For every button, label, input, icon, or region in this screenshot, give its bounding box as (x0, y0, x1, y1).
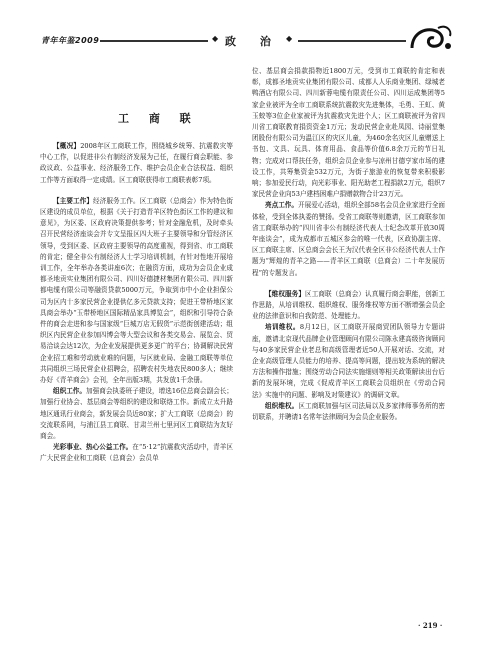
book-title: 青年年鉴2009 (41, 36, 100, 45)
page-header (0, 0, 480, 54)
paragraph: 光彩事业、热心公益工作。在“5·12”抗震救灾活动中，青羊区广大民营企业和工商联（总商会）会员单 (40, 443, 233, 463)
paragraph: 亮点工作。开展爱心活动，组织全部58名会员企业家进行全面体检，受到全体执委的赞扬。受省工商联等则邀请，区工商联参加省工商联举办的“四川省非公有制经济代表人士纪念改革开放30周年座谈会”，成为成都市五城区参会的唯一代表，区政协副主席、区工商联主席、区总商会会长王为汉代表全区非公经济代表人士作题为“辉煌的青羊之路——青羊区工商联（总商会）二十年发展历程”的专题发言。 (252, 201, 446, 277)
diamond-icon: ◆ (212, 34, 219, 43)
paragraph: 【概况】2008年区工商联工作，围绕城乡统筹、抗震救灾等中心工作，以促进非公有制经济发展为己任，在履行商会职能、参政议政、公益事业、经济服务工作、维护会员企业合法权益、组织工作等方面取得一定成绩。区工商联获得市工商联表彰7项。 (40, 142, 233, 184)
decorative-swirl-icon (408, 22, 454, 52)
paragraph: 组织工作。加强商会执委班子建设，增选16位总商会副会长；加强行业协会、基层商会等组织的建设和联络工作。新成立太升路地区通讯行业商会，新发展会员近80家；扩大工商联（总商会）的交流联系网，与浦江县工商联、甘肃兰州七里河区工商联结为友好商会。 (40, 387, 234, 441)
paragraph: 【主要工作】经济服务工作。区工商联（总商会）作为特色街区建设的成员单位，根据《关于打造青羊区特色街区工作的建议和意见》，为区委、区政府决策提供参考；针对金融危机，及时牵头召开民营经济座谈会并专文呈报区四大班子主要领导和分管经济区领导，受到区委、区政府主要领导的高度重视，得到省、市工商联的肯定；健全非公有制经济人士学习培训机制，有针对性地开展培训工作，全年举办各类讲座6次；在融资方面，成功为会员企业成都圣地贡实业集团有限公司、四川好德捷材集团有限公司、四川新都电缆有限公司等融资贷款5000万元，争取到市中小企业担保公司为区内十多家民营企业提供亿多元贷款支持；促进王带桥地区家具商会举办“玉带桥地区国际精品家具博览会”，组织和引导符合条件的商会走进和参与国家级“巨城万店无假货”示范街创建活动；组织区内民营企业参加四博会等大型会议和各类交易会、展览会、贸易洽谈会达12次，为企业发展提供更多更广的平台；协调解决民营企业招工难和劳动就业难的问题，与区就业局、金融工商联等单位共同组织三场民营企业招聘会，招聘农村失地农民800多人；继续办好《青羊商会》会刊，全年出版3期，共发放1千余册。 (40, 196, 234, 385)
paragraph: 组织维权。区工商联加强与区司法局以及多家律师事务所的密切联系，并聘请1名常年法律顾问为会员企业服务。 (252, 401, 446, 422)
paragraph: 位、基层商会捐款捐物近1800万元，受到市工商联的肯定和表彰，成都圣地贡实业集团有限公司、成都人人乐商业集团、绿城老鸭酒店有限公司、四川新蓉电缆有限责任公司、四川运成集团等5家企业被评为全市工商联系统抗震救灾先进集体，毛勇、王虹、黄玉蛟等3位企业家被评为抗震救灾先进个人；区工商联被评为省四川省工商联教育捐资资金1万元；发动民营企业赴凤园、诗丽堂集团股份有限公司为温江区的灾区儿童，为460余名灾区儿童赠送上书包、文具、玩具、体育用品、食品等价值6.8余万元的节日礼物；完成对口帮扶任务，组织会员企业参与凉州甘德亨家市场的建设工作，共筹集资金532万元，为街子旅游业的恢复带来积极影响；参加爱民行动，向光彩事业、阳光助老工程捐款2万元，组织7家民营企业向53户建档困难户捐赠款物合计23万元。 (252, 67, 446, 199)
page-number: · 219 · (418, 621, 443, 630)
left-column (40, 141, 233, 465)
article-title: 工 商 联 (118, 112, 199, 125)
diamond-icon: ◆ (286, 34, 293, 43)
header-rule-left (100, 40, 208, 42)
right-column (252, 66, 445, 423)
header-rule-right (298, 40, 406, 42)
section-title: 政 治 (225, 35, 281, 48)
paragraph: 培训维权。8月12日，区工商联开展商贸团队领导力专题讲座，邀请北京现代品牌企业管理顾问有限公司陈永建高级咨询顾问与40多家民营企业老总和高级管理者近50人开展对话、交流，对企业高级管理人员能力的培养、提高等问题，提出较为系统的解决方法和操作措施；围绕劳动合同法实施细则等相关政策解读出台后新的发展环境，完成《促成青羊区工商联会员组织在《劳动合同法》实施中的问题、影响及对策建议》的调研文章。 (252, 323, 446, 399)
paragraph: 【维权服务】区工商联（总商会）认真履行商会职能，创新工作思路，从培训维权、组织维权、服务维权等方面不断增强会员企业的法律意识和自我防范、处理能力。 (252, 289, 446, 321)
